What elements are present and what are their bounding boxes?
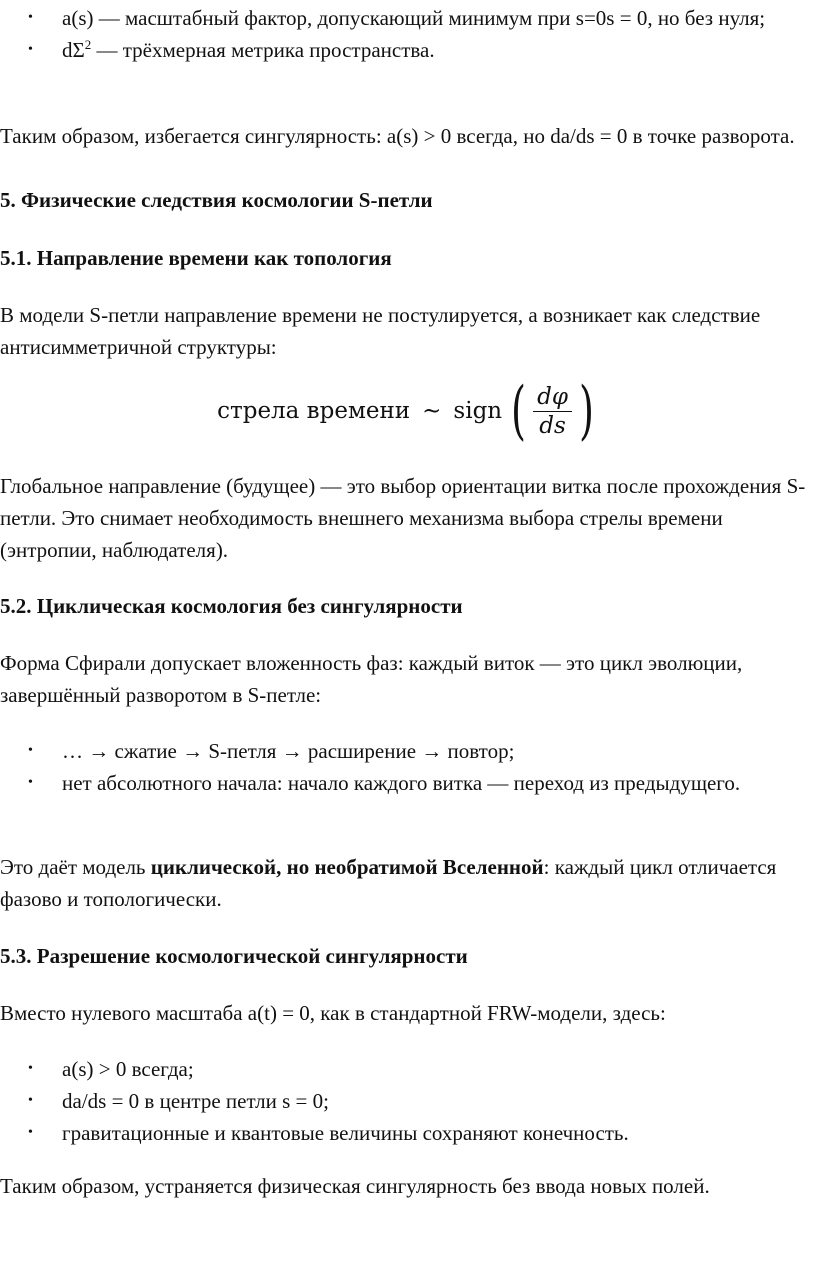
- formula-close-paren: ): [578, 374, 594, 448]
- list-item: • da/ds = 0 в центре петли s = 0;: [0, 1085, 816, 1117]
- section-5-2-paragraph: Форма Сфирали допускает вложенность фаз: каждый виток — это цикл эволюции, завершённый разворотом в S-петле:: [0, 651, 743, 707]
- paragraph-continuation: : каждый цикл отличается фазово и топологически.: [0, 855, 777, 911]
- section-5-3-paragraph: Вместо нулевого масштаба a(t) = 0, как в стандартной FRW-модели, здесь:: [0, 1001, 666, 1025]
- formula-sim-symbol: ∼: [422, 398, 442, 424]
- emphasis-text: циклической, но необратимой Вселенной: [150, 855, 544, 879]
- list-item: • нет абсолютного начала: начало каждого витка — переход из предыдущего.: [0, 767, 816, 799]
- conditions-bullet-list: [0, 1053, 816, 1149]
- formula-lhs: стрела времени: [217, 398, 411, 424]
- section-5-3-heading: 5.3. Разрешение космологической сингулярности: [0, 944, 468, 968]
- cyclic-universe-paragraph: [0, 851, 816, 915]
- list-item: • a(s) — масштабный фактор, допускающий минимум при s=0s = 0, но без нуля;: [0, 2, 816, 34]
- time-arrow-formula: [0, 376, 816, 446]
- formula-sign-function: sign: [453, 398, 503, 424]
- section-5-heading: 5. Физические следствия космологии S-петли: [0, 188, 433, 212]
- time-direction-paragraph: Глобальное направление (будущее) — это выбор ориентации витка после прохождения S-петли. Это снимает необходимость внешнего механизма выбора стрелы времени (энтропии, наблюдателя).: [0, 474, 806, 562]
- list-item: [0, 34, 816, 66]
- singularity-paragraph: Таким образом, избегается сингулярность: a(s) > 0 всегда, но da/ds = 0 в точке разворота.: [0, 124, 795, 148]
- metric-exponent: 2: [84, 37, 92, 52]
- section-5-1-heading: 5.1. Направление времени как топология: [0, 246, 392, 270]
- section-5-1-paragraph: В модели S-петли направление времени не постулируется, а возникает как следствие антисимметричной структуры:: [0, 303, 761, 359]
- list-item: • … → сжатие → S-петля → расширение → повтор;: [0, 735, 816, 767]
- formula-numerator: dφ: [533, 383, 572, 412]
- formula-fraction: [533, 383, 572, 440]
- section-5-2-heading: 5.2. Циклическая космология без сингулярности: [0, 594, 463, 618]
- list-item: • гравитационные и квантовые величины сохраняют конечность.: [0, 1117, 816, 1149]
- metric-description: — трёхмерная метрика пространства.: [91, 38, 435, 62]
- list-item: • a(s) > 0 всегда;: [0, 1053, 816, 1085]
- final-paragraph: Таким образом, устраняется физическая сингулярность без ввода новых полей.: [0, 1174, 710, 1198]
- cycle-bullet-list: [0, 735, 816, 799]
- top-bullet-list: [0, 2, 816, 66]
- formula-denominator: ds: [539, 412, 566, 439]
- paragraph-intro: Это даёт модель: [0, 855, 151, 879]
- metric-symbol: dΣ: [62, 38, 85, 62]
- formula-open-paren: (: [511, 374, 527, 448]
